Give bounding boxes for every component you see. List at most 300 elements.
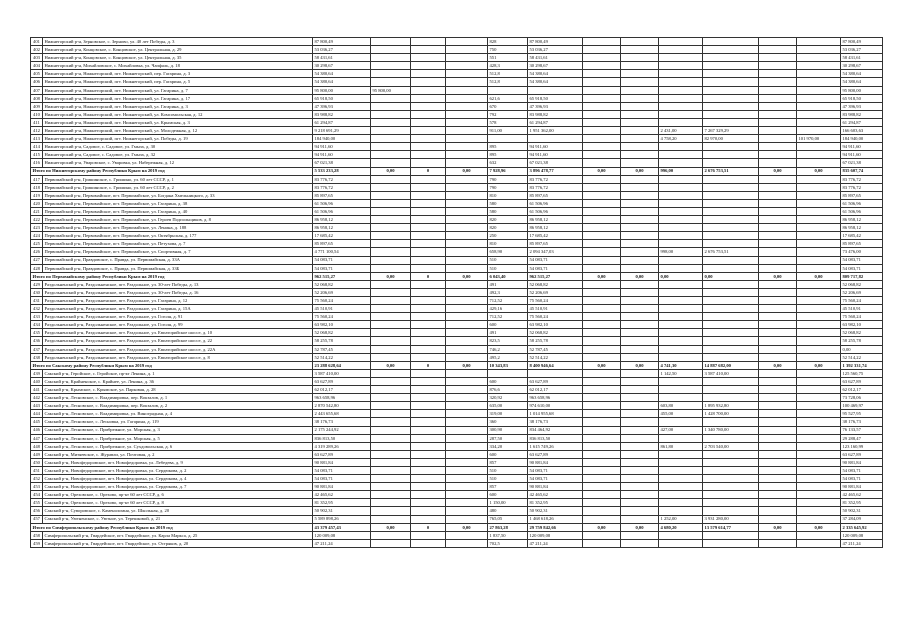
subtotal-cell: 0,00 (583, 167, 621, 175)
value-cell (371, 353, 411, 361)
value-cell: 45 510,91 (841, 305, 883, 313)
subtotal-cell: 7 928,96 (488, 167, 528, 175)
value-cell (759, 199, 797, 207)
row-number: 445 (31, 418, 43, 426)
address-cell: Сакский р-н, Новофедоровское, пгт. Новофедоровка, ул. Сердюкова, д. 2 (43, 466, 313, 474)
subtotal-cell: 0,00 (371, 167, 411, 175)
value-cell (797, 402, 841, 410)
value-cell (446, 280, 488, 288)
value-cell (797, 183, 841, 191)
value-cell (659, 377, 703, 385)
table-row (31, 280, 883, 288)
value-cell: 17 685,42 (841, 232, 883, 240)
value-cell (703, 175, 759, 183)
value-cell (371, 118, 411, 126)
value-cell (371, 369, 411, 377)
value-cell (371, 531, 411, 539)
value-cell (759, 151, 797, 159)
value-cell (759, 515, 797, 523)
value-cell: 63 627,89 (313, 377, 371, 385)
value-cell (797, 386, 841, 394)
value-cell (797, 143, 841, 151)
value-cell (797, 313, 841, 321)
address-cell: Сакский р-н, Ореховское, с. Орехово, пр-кт 60 лет СССР, д. 6 (43, 491, 313, 499)
row-number: 402 (31, 46, 43, 54)
row-number: 417 (31, 175, 43, 183)
row-number: 441 (31, 386, 43, 394)
value-cell (659, 207, 703, 215)
table-row (31, 46, 883, 54)
value-cell (703, 507, 759, 515)
value-cell (797, 78, 841, 86)
value-cell (659, 86, 703, 94)
subtotal-cell: 0,00 (583, 523, 621, 531)
value-cell (659, 78, 703, 86)
value-cell (446, 38, 488, 46)
value-cell: 45 510,91 (313, 305, 371, 313)
value-cell: 95 800,00 (841, 86, 883, 94)
value-cell (759, 418, 797, 426)
value-cell: 580 (488, 207, 528, 215)
value-cell (446, 54, 488, 62)
value-cell: 427,00 (659, 426, 703, 434)
address-cell: Сакский р-н, Лесновское, с. Владимировка, пер. Вокзалов, д. 2 (43, 402, 313, 410)
value-cell (446, 402, 488, 410)
value-cell: 334,20 (488, 442, 528, 450)
value-cell (759, 94, 797, 102)
value-cell (703, 216, 759, 224)
value-cell (446, 515, 488, 523)
value-cell: 67 021,38 (313, 159, 371, 167)
row-number: 426 (31, 248, 43, 256)
value-cell (759, 118, 797, 126)
value-cell: 94 911,60 (528, 151, 583, 159)
table-row (31, 62, 883, 70)
subtotal-cell: 962 515,27 (313, 272, 371, 280)
value-cell (703, 434, 759, 442)
value-cell: 765,05 (488, 515, 528, 523)
table-row (31, 240, 883, 248)
value-cell: 58 431,61 (313, 54, 371, 62)
value-cell (659, 337, 703, 345)
value-cell (621, 491, 659, 499)
value-cell: 94 911,60 (313, 143, 371, 151)
value-cell: 580 (488, 199, 528, 207)
value-cell (583, 426, 621, 434)
row-number: 405 (31, 70, 43, 78)
value-cell (583, 297, 621, 305)
value-cell (411, 402, 446, 410)
value-cell (797, 38, 841, 46)
value-cell (583, 499, 621, 507)
value-cell: 54 083,71 (313, 466, 371, 474)
table-row (31, 515, 883, 523)
value-cell (659, 143, 703, 151)
value-cell (797, 345, 841, 353)
value-cell: 123 160,99 (841, 442, 883, 450)
address-cell: Сакский р-н, Митяевское, с. Журавли, ул. Почтовая, д. 2 (43, 450, 313, 458)
value-cell: 963 658,96 (313, 394, 371, 402)
value-cell (759, 297, 797, 305)
value-cell (371, 78, 411, 86)
value-cell (759, 402, 797, 410)
value-cell (797, 466, 841, 474)
value-cell (371, 450, 411, 458)
table-row (31, 442, 883, 450)
address-cell: Раздольненский р-н, Раздольненское, пгт. Раздольное, ул. Евпаторийское шоссе, д. 10 (43, 329, 313, 337)
value-cell: 94 911,60 (313, 151, 371, 159)
value-cell: 73 476,00 (841, 248, 883, 256)
value-cell (371, 191, 411, 199)
table-row (31, 94, 883, 102)
value-cell (659, 240, 703, 248)
value-cell (371, 280, 411, 288)
value-cell (621, 515, 659, 523)
address-cell: Сакский р-н, Новофедоровское, пгт. Новофедоровка, ул. Сердюкова, д. 7 (43, 483, 313, 491)
table-row (31, 297, 883, 305)
value-cell (759, 410, 797, 418)
table-row (31, 386, 883, 394)
subtotal-cell: 27 863,28 (488, 523, 528, 531)
value-cell (411, 151, 446, 159)
value-cell (371, 94, 411, 102)
table-row (31, 78, 883, 86)
value-cell (659, 102, 703, 110)
value-cell (703, 86, 759, 94)
value-cell (759, 86, 797, 94)
subtotal-cell: 0,00 (621, 272, 659, 280)
value-cell (621, 110, 659, 118)
value-cell (446, 491, 488, 499)
address-cell: Сакский р-н, Лесновское, с. Прибрежное, ул. Морская, д. 5 (43, 434, 313, 442)
value-cell: 37 284,09 (841, 515, 883, 523)
value-cell (621, 418, 659, 426)
table-row (31, 86, 883, 94)
value-cell: 2 703 540,00 (703, 442, 759, 450)
value-cell (703, 54, 759, 62)
value-cell (759, 442, 797, 450)
row-number: 450 (31, 458, 43, 466)
subtotal-cell: 23 288 628,64 (313, 361, 371, 369)
value-cell: 83 776,72 (313, 183, 371, 191)
value-cell: 702,5 (488, 539, 528, 547)
value-cell (703, 256, 759, 264)
value-cell (446, 475, 488, 483)
value-cell: 17 685,42 (313, 232, 371, 240)
table-row (31, 329, 883, 337)
value-cell (371, 38, 411, 46)
value-cell (797, 337, 841, 345)
value-cell (621, 305, 659, 313)
value-cell: 50 902,31 (841, 507, 883, 515)
value-cell (411, 426, 446, 434)
value-cell: 512,8 (488, 70, 528, 78)
value-cell (621, 248, 659, 256)
value-cell (583, 256, 621, 264)
value-cell (703, 70, 759, 78)
value-cell: 861,80 (659, 442, 703, 450)
value-cell (797, 377, 841, 385)
value-cell (621, 394, 659, 402)
value-cell: 76 133,57 (841, 426, 883, 434)
subtotal-cell: 2 676 753,51 (703, 167, 759, 175)
subtotal-cell: 962 515,27 (528, 272, 583, 280)
value-cell (446, 216, 488, 224)
value-cell (759, 394, 797, 402)
subtotal-cell: 0 (411, 361, 446, 369)
value-cell (411, 102, 446, 110)
value-cell: 820 (488, 224, 528, 232)
address-cell: Первомайский р-н, Правдовское, с. Правда, ул. Первомайская, д. 33А (43, 256, 313, 264)
value-cell (759, 531, 797, 539)
address-cell: Раздольненский р-н, Раздольненское, пгт. Раздольное, ул. Гоголя, д. 91 (43, 313, 313, 321)
value-cell (446, 377, 488, 385)
value-cell: 1 014 955,68 (528, 410, 583, 418)
value-cell (411, 94, 446, 102)
value-cell (659, 159, 703, 167)
row-number: 451 (31, 466, 43, 474)
value-cell: 38 176,73 (528, 418, 583, 426)
value-cell (371, 264, 411, 272)
subtotal-cell: 0,00 (446, 361, 488, 369)
value-cell (371, 426, 411, 434)
row-number: 438 (31, 353, 43, 361)
value-cell: 29 288,47 (841, 434, 883, 442)
subtotal-cell: 8 400 946,64 (528, 361, 583, 369)
address-cell: Нижнегорский р-н, Садовое, с. Садовое, ул. Гмыза, д. 30 (43, 143, 313, 151)
value-cell (759, 305, 797, 313)
value-cell (659, 305, 703, 313)
table-row (31, 321, 883, 329)
value-cell: 9 218 691,29 (313, 127, 371, 135)
value-cell (411, 539, 446, 547)
subtotal-cell: 0,00 (621, 523, 659, 531)
value-cell (703, 191, 759, 199)
value-cell (411, 369, 446, 377)
value-cell (797, 207, 841, 215)
value-cell (371, 313, 411, 321)
value-cell: 746,2 (488, 345, 528, 353)
value-cell (659, 70, 703, 78)
value-cell (446, 466, 488, 474)
value-cell (583, 466, 621, 474)
table-row (31, 256, 883, 264)
subtotal-cell: 0,00 (446, 523, 488, 531)
value-cell (621, 102, 659, 110)
value-cell (759, 78, 797, 86)
address-cell: Сакский р-н, Лесновское, с. Прибрежное, ул. Морская, д. 3 (43, 426, 313, 434)
address-cell: Сакский р-н, Уютненское, с. Уютное, ул. Терешковой, д. 21 (43, 515, 313, 523)
value-cell: 120 009,08 (528, 531, 583, 539)
value-cell (371, 224, 411, 232)
table-row (31, 377, 883, 385)
value-cell: 30 298,67 (313, 62, 371, 70)
value-cell: 63 982,10 (528, 321, 583, 329)
value-cell (797, 297, 841, 305)
value-cell (797, 240, 841, 248)
value-cell (797, 62, 841, 70)
subtotal-cell: 0,00 (797, 361, 841, 369)
value-cell (583, 394, 621, 402)
value-cell (488, 369, 528, 377)
value-cell (703, 118, 759, 126)
value-cell: 85 897,65 (528, 240, 583, 248)
subtotal-cell: 14 887 682,00 (703, 361, 759, 369)
subtotal-cell: 0,00 (583, 361, 621, 369)
value-cell (371, 199, 411, 207)
value-cell (446, 135, 488, 143)
value-cell (621, 207, 659, 215)
row-number: 430 (31, 288, 43, 296)
value-cell (411, 515, 446, 523)
value-cell (659, 434, 703, 442)
value-cell (371, 442, 411, 450)
value-cell: 53 036,27 (528, 46, 583, 54)
value-cell (446, 143, 488, 151)
address-cell: Сакский р-н, Лесновское, с. Владимировка, пер. Вокзалов, д. 1 (43, 394, 313, 402)
value-cell (371, 418, 411, 426)
value-cell (446, 458, 488, 466)
value-cell (446, 183, 488, 191)
value-cell: 30 298,67 (528, 62, 583, 70)
value-cell (621, 426, 659, 434)
value-cell (411, 159, 446, 167)
value-cell: 287,50 (488, 434, 528, 442)
value-cell: 834 464,92 (528, 426, 583, 434)
value-cell (583, 183, 621, 191)
subtotal-cell: 0,00 (371, 272, 411, 280)
value-cell (759, 46, 797, 54)
value-cell: 85 897,65 (841, 240, 883, 248)
value-cell (703, 418, 759, 426)
value-cell: 54 083,71 (313, 256, 371, 264)
value-cell (621, 297, 659, 305)
value-cell (797, 224, 841, 232)
value-cell (583, 442, 621, 450)
value-cell (703, 458, 759, 466)
value-cell (659, 288, 703, 296)
value-cell: 2 443 655,68 (313, 410, 371, 418)
value-cell (659, 386, 703, 394)
value-cell (411, 224, 446, 232)
value-cell (621, 46, 659, 54)
value-cell (583, 143, 621, 151)
value-cell (411, 118, 446, 126)
value-cell (621, 410, 659, 418)
value-cell (759, 458, 797, 466)
value-cell (621, 458, 659, 466)
table-row (31, 102, 883, 110)
subtotal-label: Итого по Симферопольскому району Республики Крым на 2019 год (31, 523, 313, 531)
value-cell (583, 135, 621, 143)
table-row (31, 466, 883, 474)
value-cell (411, 86, 446, 94)
value-cell (621, 232, 659, 240)
address-cell: Нижнегорский р-н, Михайловское, с. Михайловка, ул. Чапфаль, д. 18 (43, 62, 313, 70)
value-cell (621, 531, 659, 539)
value-cell (446, 207, 488, 215)
value-cell (411, 499, 446, 507)
value-cell (371, 46, 411, 54)
value-cell (659, 175, 703, 183)
subtotal-cell: 0,00 (659, 272, 703, 280)
value-cell (583, 345, 621, 353)
value-cell (371, 143, 411, 151)
value-cell (659, 466, 703, 474)
value-cell (759, 313, 797, 321)
value-cell (583, 118, 621, 126)
value-cell (621, 280, 659, 288)
value-cell (411, 450, 446, 458)
value-cell (703, 321, 759, 329)
value-cell (371, 62, 411, 70)
value-cell (411, 531, 446, 539)
value-cell (759, 507, 797, 515)
value-cell (797, 280, 841, 288)
value-cell: 47 211,24 (528, 539, 583, 547)
value-cell: 81 352,95 (313, 499, 371, 507)
value-cell (759, 216, 797, 224)
value-cell (583, 54, 621, 62)
value-cell: 54 380,64 (528, 78, 583, 86)
value-cell: 62 012,17 (313, 386, 371, 394)
value-cell (583, 353, 621, 361)
table-row (31, 499, 883, 507)
value-cell (583, 94, 621, 102)
value-cell: 551 (488, 54, 528, 62)
value-cell (411, 191, 446, 199)
row-number: 449 (31, 450, 43, 458)
value-cell (703, 78, 759, 86)
address-cell: Раздольненский р-н, Раздольненское, пгт. Раздольное, ул. Гагарина, д. 12 (43, 297, 313, 305)
value-cell (621, 321, 659, 329)
value-cell (371, 410, 411, 418)
value-cell (659, 450, 703, 458)
subtotal-cell: 0 (411, 167, 446, 175)
value-cell: 491 (488, 329, 528, 337)
value-cell (411, 337, 446, 345)
value-cell: 512,8 (488, 78, 528, 86)
value-cell: 578 (488, 118, 528, 126)
value-cell (797, 475, 841, 483)
value-cell: 67 021,38 (841, 159, 883, 167)
value-cell (659, 280, 703, 288)
value-cell (797, 369, 841, 377)
address-cell: Нижнегорский р-н, Нижнегорский, пгт. Нижнегорский, пер. Гагарина, д. 5 (43, 78, 313, 86)
value-cell: 54 380,64 (841, 70, 883, 78)
value-cell: 94 911,60 (528, 143, 583, 151)
table-row (31, 458, 883, 466)
address-cell: Сакский р-н, Геройское, с. Геройское, пр-кт Ленина, д. 1 (43, 369, 313, 377)
value-cell (411, 232, 446, 240)
value-cell (411, 199, 446, 207)
value-cell (371, 507, 411, 515)
address-cell: Первомайский р-н, Первомайское, пгт. Первомайское, ул. Гагарина, д. 38 (43, 199, 313, 207)
row-number: 443 (31, 402, 43, 410)
value-cell (621, 507, 659, 515)
value-cell: 52 068,82 (841, 329, 883, 337)
value-cell: 1 142,50 (659, 369, 703, 377)
row-number: 458 (31, 531, 43, 539)
value-cell (703, 183, 759, 191)
value-cell (411, 410, 446, 418)
value-cell (797, 46, 841, 54)
value-cell (797, 329, 841, 337)
address-cell: Нижнегорский р-н, Нижнегорский, пгт. Нижнегорский, ул. Гагарина, д. 3 (43, 102, 313, 110)
value-cell (411, 135, 446, 143)
value-cell (621, 402, 659, 410)
table-row (31, 369, 883, 377)
